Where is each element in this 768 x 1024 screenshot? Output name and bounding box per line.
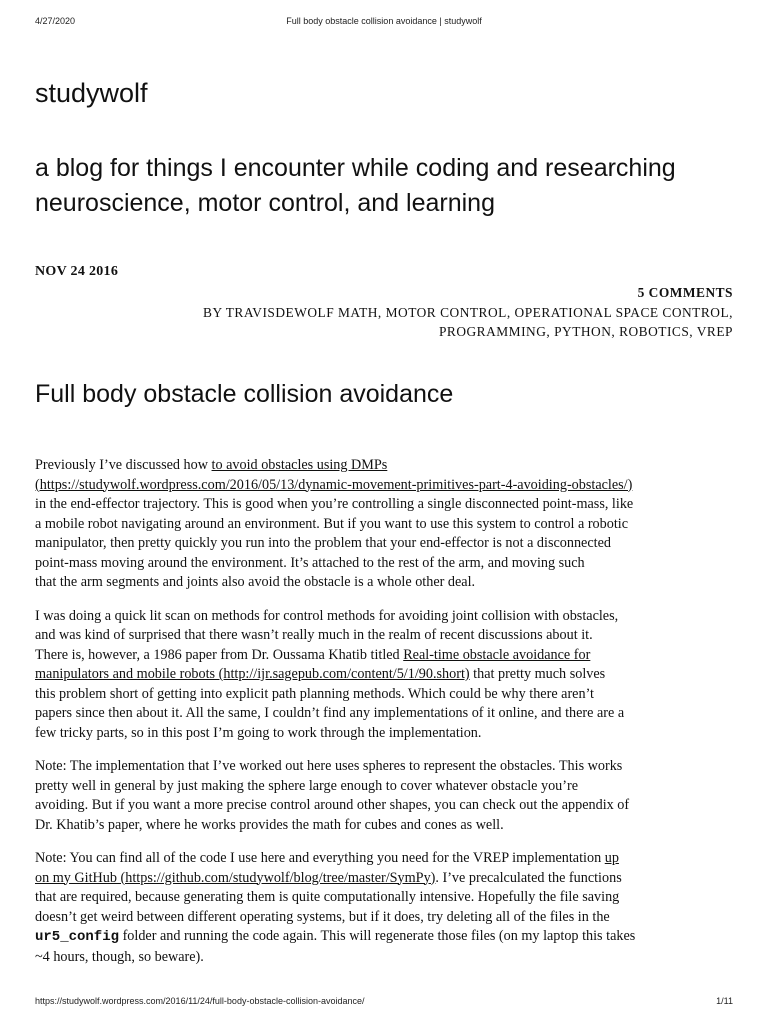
post-date: NOV 24 2016 [35,264,119,279]
config-folder-code: ur5_config [35,929,120,945]
paragraph-line: manipulator, then pretty quickly you run into the problem that your end-effector is not a disconnected [35,535,611,551]
paragraph-text: . I’ve precalculated the functions [435,869,622,886]
paragraph-line: avoiding. But if you want a more precise control around other shapes, you can check out the appendix of [35,797,630,813]
paragraph [35,849,735,967]
byline-categories: PROGRAMMING, PYTHON, ROBOTICS, VREP [438,324,733,339]
tagline-line: a blog for things I encounter while coding and researching [35,154,676,182]
post-meta [93,283,733,342]
site-tagline [35,151,735,221]
post-content [35,456,735,981]
paragraph-text: folder and running the code again. This will regenerate those files (on my laptop this takes [119,928,636,944]
github-url-link[interactable]: on my GitHub (https://github.com/studywolf/blog/tree/master/SymPy) [35,869,436,886]
print-date: 4/27/2020 [35,16,76,26]
paragraph-text: that pretty much solves [469,666,606,682]
khatib-paper-url-link[interactable]: manipulators and mobile robots (http://ijr.sagepub.com/content/5/1/90.short) [35,666,470,682]
paragraph [35,607,735,744]
print-url: https://studywolf.wordpress.com/2016/11/24/full-body-obstacle-collision-avoidance/ [35,996,365,1006]
tagline-line: neuroscience, motor control, and learning [35,189,495,217]
paragraph-line: point-mass moving around the environment. It’s attached to the rest of the arm, and moving such [35,554,585,571]
paragraph-line: I was doing a quick lit scan on methods for control methods for avoiding joint collision with obstacles, [35,607,619,624]
paragraph-line: papers since then about it. All the same, I couldn’t find any implementations of it online, and there are a [35,705,625,721]
paragraph-line: Dr. Khatib’s paper, where he works provides the math for cubes and cones as well. [35,816,504,833]
paragraph-line: pretty well in general by just making the sphere large enough to cover whatever obstacle you’re [35,777,579,794]
paragraph-line: a mobile robot navigating around an environment. But if you want to use this system to control a robotic [35,515,629,532]
khatib-paper-link[interactable]: Real-time obstacle avoidance for [403,646,591,663]
post-title: Full body obstacle collision avoidance [35,380,454,408]
paragraph-text: Previously I’ve discussed how [35,457,212,473]
print-page-number: 1/11 [716,996,733,1006]
dmp-obstacles-url-link[interactable]: (https://studywolf.wordpress.com/2016/05/13/dynamic-movement-primitives-part-4-avoiding-obstacles/) [35,476,633,493]
paragraph-line: this problem short of getting into explicit path planning methods. Which could be why there aren’t [35,685,594,702]
paragraph-line: Note: The implementation that I’ve worked out here uses spheres to represent the obstacles. This works [35,758,623,774]
paragraph [35,757,735,835]
comments-link[interactable]: 5 COMMENTS [637,285,733,300]
github-link[interactable]: up [604,850,619,866]
paragraph-line: that the arm segments and joints also avoid the obstacle is a whole other deal. [35,574,476,590]
print-page-title: Full body obstacle collision avoidance | studywolf [286,16,482,26]
paragraph-line: in the end-effector trajectory. This is good when you’re controlling a single disconnected point-mass, like [35,496,634,512]
paragraph-line: and was kind of surprised that there wasn’t really much in the realm of recent discussions about it. [35,627,593,643]
byline-categories: BY TRAVISDEWOLF MATH, MOTOR CONTROL, OPERATIONAL SPACE CONTROL, [203,304,733,320]
paragraph-text: Note: You can find all of the code I use here and everything you need for the VREP implementation [35,850,605,866]
paragraph [35,456,735,593]
paragraph-text: There is, however, a 1986 paper from Dr. Oussama Khatib titled [35,646,404,663]
paragraph-line: doesn’t get weird between different operating systems, but if it does, try deleting all of the files in the [35,908,610,925]
paragraph-line: ~4 hours, though, so beware). [35,948,204,965]
paragraph-line: that are required, because generating them is quite computationally intensive. Hopefully the file saving [35,889,620,905]
site-title[interactable]: studywolf [35,78,148,108]
paragraph-line: few tricky parts, so in this post I’m going to work through the implementation. [35,724,482,741]
dmp-obstacles-link[interactable]: to avoid obstacles using DMPs [211,457,388,473]
